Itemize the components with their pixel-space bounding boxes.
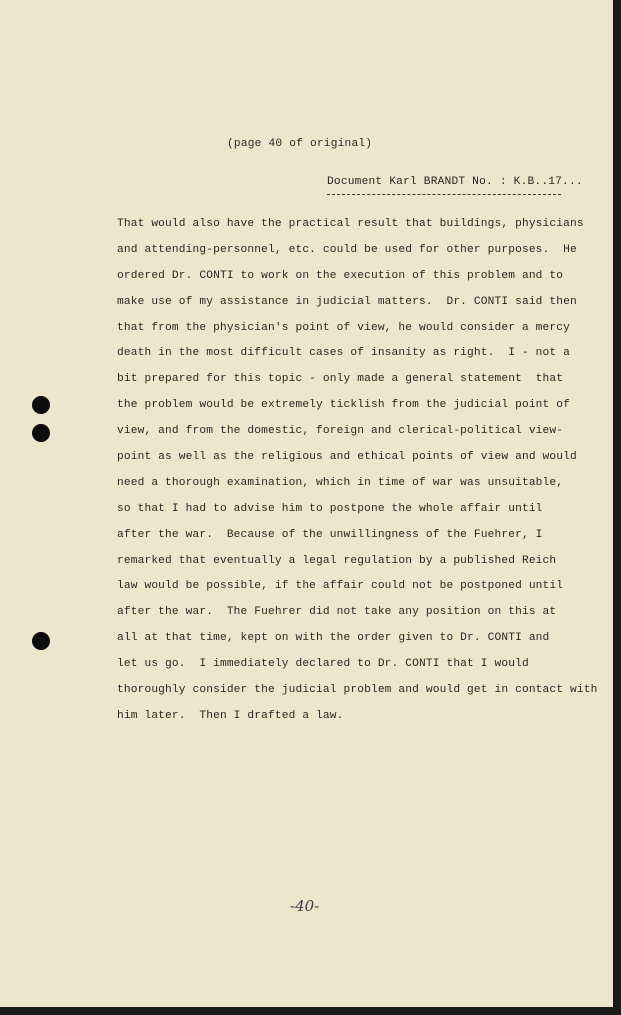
text-line: ordered Dr. CONTI to work on the execution of this problem and to xyxy=(117,269,564,282)
text-line: remarked that eventually a legal regulation by a published Reich xyxy=(117,554,557,567)
text-line: That would also have the practical result that buildings, physicians xyxy=(117,218,584,230)
text-line: after the war. The Fuehrer did not take any position on this at xyxy=(117,606,557,619)
text-line: thoroughly consider the judicial problem and would get in contact with xyxy=(117,684,598,697)
body-text xyxy=(117,212,598,730)
text-line: after the war. Because of the unwillingness of the Fuehrer, I xyxy=(117,528,543,541)
text-line: him later. Then I drafted a law. xyxy=(117,709,344,722)
punch-hole-icon xyxy=(32,396,50,414)
text-line: all at that time, kept on with the order given to Dr. CONTI and xyxy=(117,632,550,645)
text-line: and attending-personnel, etc. could be used for other purposes. He xyxy=(117,243,577,256)
punch-hole-icon xyxy=(32,424,50,442)
text-line: view, and from the domestic, foreign and clerical-political view- xyxy=(117,425,564,438)
punch-hole-icon xyxy=(32,632,50,650)
document-reference-underline xyxy=(327,194,561,195)
text-line: need a thorough examination, which in time of war was unsuitable, xyxy=(117,476,564,489)
document-reference: Document Karl BRANDT No. : K.B..17... xyxy=(327,176,583,188)
handwritten-page-number: -40- xyxy=(290,897,320,915)
text-line: point as well as the religious and ethical points of view and would xyxy=(117,451,577,464)
text-line: the problem would be extremely ticklish from the judicial point of xyxy=(117,399,570,412)
text-line: law would be possible, if the affair could not be postponed until xyxy=(117,580,564,593)
text-line: make use of my assistance in judicial matters. Dr. CONTI said then xyxy=(117,295,577,308)
text-line: death in the most difficult cases of insanity as right. I - not a xyxy=(117,347,570,360)
text-line: bit prepared for this topic - only made a general statement that xyxy=(117,373,564,386)
page-reference: (page 40 of original) xyxy=(227,138,373,150)
text-line: let us go. I immediately declared to Dr. CONTI that I would xyxy=(117,658,529,671)
text-line: that from the physician's point of view, he would consider a mercy xyxy=(117,321,570,334)
text-line: so that I had to advise him to postpone the whole affair until xyxy=(117,502,543,515)
